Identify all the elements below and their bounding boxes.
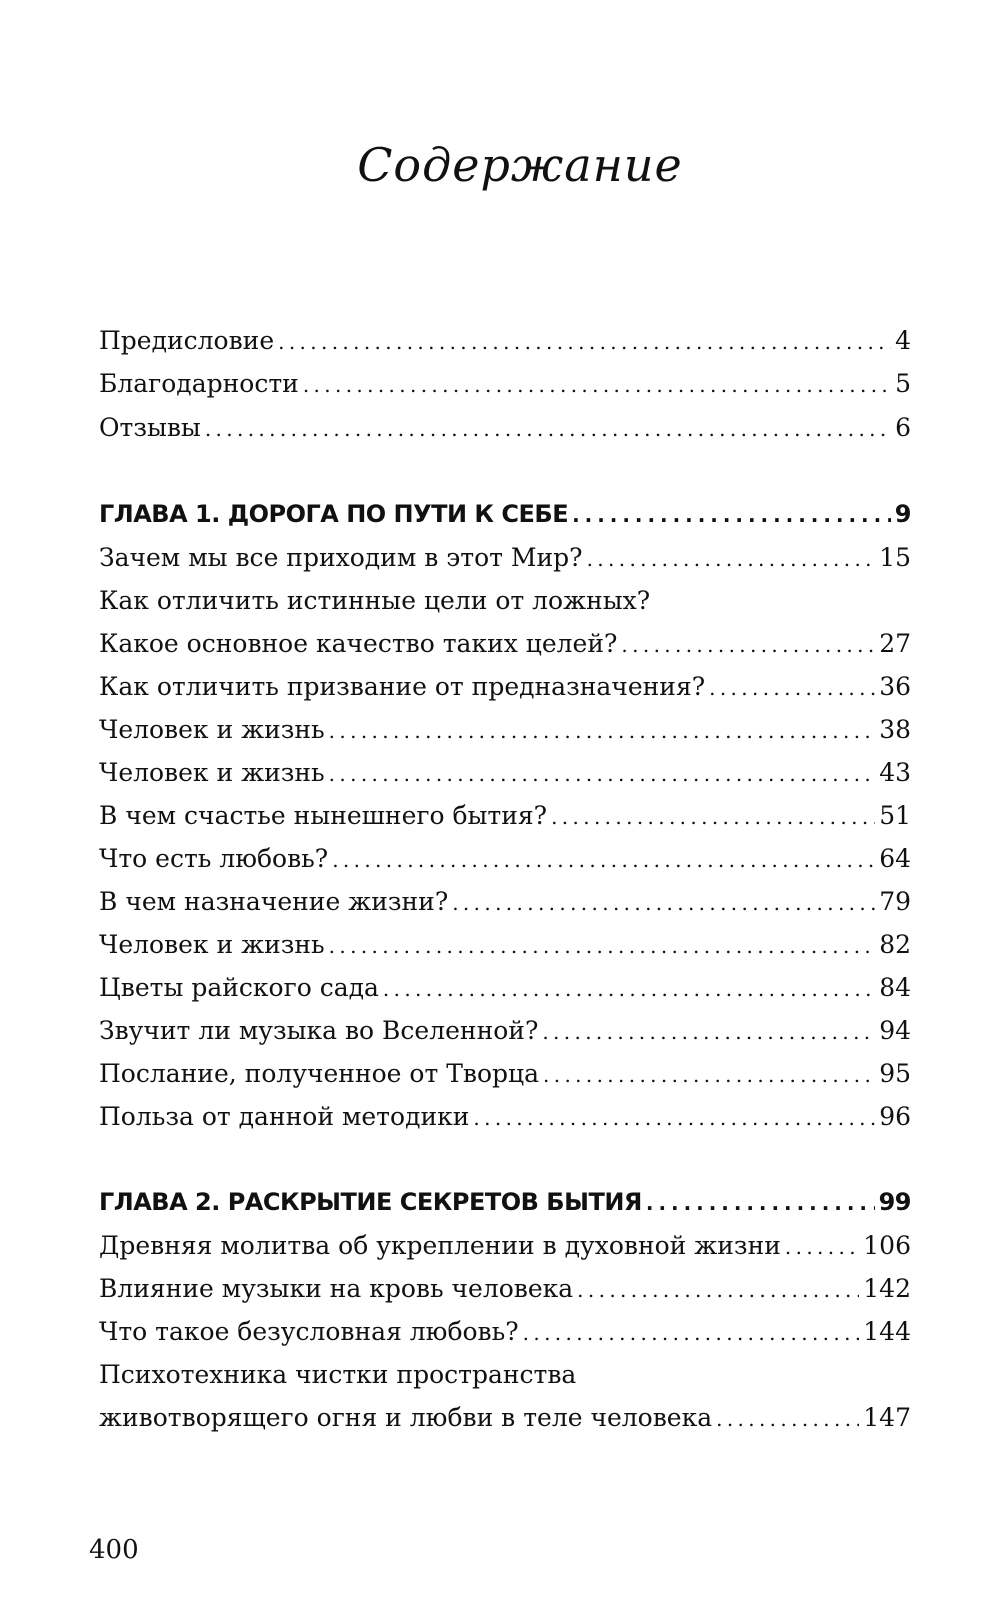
toc-entry	[99, 715, 911, 755]
toc-leader-dots	[383, 977, 875, 1001]
toc-entry-page: 79	[879, 887, 911, 916]
toc-entry-page: 82	[879, 930, 911, 959]
toc-entry	[99, 758, 911, 798]
toc-entry-label: Психотехника чистки пространства	[99, 1360, 577, 1389]
toc-entry-label: животворящего огня и любви в теле человека	[99, 1403, 713, 1432]
toc-chapter-heading	[99, 500, 911, 540]
toc-entry	[99, 369, 911, 409]
toc-entry-label: Как отличить призвание от предназначения?	[99, 672, 706, 701]
toc-entry-label: Человек и жизнь	[99, 930, 325, 959]
toc-entry-page: 9	[894, 500, 911, 528]
toc-leader-dots	[332, 848, 875, 872]
toc-entry-label: Что такое безусловная любовь?	[99, 1317, 519, 1346]
toc-entry-page: 27	[879, 629, 911, 658]
toc-entry	[99, 887, 911, 927]
toc-leader-dots	[329, 719, 876, 743]
toc-entry-page: 36	[879, 672, 911, 701]
toc-entry-label: В чем назначение жизни?	[99, 887, 449, 916]
toc-leader-dots	[452, 891, 875, 915]
toc-entry-label: Цветы райского сада	[99, 973, 379, 1002]
toc-entry-page: 15	[879, 543, 911, 572]
toc-entry	[99, 1403, 911, 1443]
toc-entry-label: Послание, полученное от Творца	[99, 1059, 540, 1088]
toc-entry-label: Как отличить истинные цели от ложных?	[99, 586, 651, 615]
toc-entry-label: Польза от данной методики	[99, 1102, 470, 1131]
toc-entry-label: Предисловие	[99, 326, 275, 355]
toc-leader-dots	[205, 417, 891, 441]
toc-entry-label: Древняя молитва об укреплении в духовной жизни	[99, 1231, 781, 1260]
toc-entry-page: 84	[879, 973, 911, 1002]
toc-entry-label: Что есть любовь?	[99, 844, 329, 873]
toc-entry	[99, 543, 911, 583]
toc-entry-page: 6	[895, 413, 911, 442]
toc-entry-page: 94	[879, 1016, 911, 1045]
toc-leader-dots	[709, 676, 875, 700]
toc-leader-dots	[329, 762, 876, 786]
toc-entry	[99, 1016, 911, 1056]
toc-chapter-heading	[99, 1188, 911, 1228]
page-title: Содержание	[357, 138, 683, 192]
toc-entry-page: 5	[895, 369, 911, 398]
toc-leader-dots	[646, 1191, 875, 1215]
toc-entry-label: Человек и жизнь	[99, 715, 325, 744]
toc-entry-page: 51	[879, 801, 911, 830]
toc-entry	[99, 672, 911, 712]
toc-leader-dots	[543, 1063, 875, 1087]
toc-entry-page: 95	[879, 1059, 911, 1088]
toc-entry	[99, 1317, 911, 1357]
toc-entry-page: 96	[879, 1102, 911, 1131]
toc-entry-page: 147	[863, 1403, 911, 1432]
toc-leader-dots	[785, 1235, 859, 1259]
toc-leader-dots	[329, 934, 876, 958]
toc-entry-page: 99	[878, 1188, 911, 1216]
toc-entry-label: Влияние музыки на кровь человека	[99, 1274, 574, 1303]
toc-entry	[99, 326, 911, 366]
toc-entry	[99, 973, 911, 1013]
toc-entry-label: В чем счастье нынешнего бытия?	[99, 801, 548, 830]
toc-entry-label: Какое основное качество таких целей?	[99, 629, 618, 658]
toc-leader-dots	[542, 1020, 875, 1044]
toc-entry	[99, 844, 911, 884]
toc-entry	[99, 930, 911, 970]
toc-entry	[99, 1102, 911, 1142]
toc-leader-dots	[303, 373, 891, 397]
toc-entry	[99, 1231, 911, 1271]
toc-entry-page: 43	[879, 758, 911, 787]
toc-entry-page: 142	[863, 1274, 911, 1303]
toc-leader-dots	[587, 547, 876, 571]
toc-entry	[99, 801, 911, 841]
page-number: 400	[89, 1535, 139, 1565]
toc-entry	[99, 1274, 911, 1314]
toc-entry	[99, 586, 911, 626]
toc-entry-label: Человек и жизнь	[99, 758, 325, 787]
toc-entry-label: ГЛАВА 2. РАСКРЫТИЕ СЕКРЕТОВ БЫТИЯ	[99, 1188, 642, 1216]
toc-entry-page: 38	[879, 715, 911, 744]
toc-leader-dots	[473, 1106, 875, 1130]
toc-entry	[99, 1360, 911, 1400]
toc-entry-page: 4	[895, 326, 911, 355]
toc-entry-label: Звучит ли музыка во Вселенной?	[99, 1016, 539, 1045]
toc-entry-page: 106	[863, 1231, 911, 1260]
toc-leader-dots	[572, 503, 891, 527]
toc-leader-dots	[523, 1321, 860, 1345]
toc-entry-page: 64	[879, 844, 911, 873]
toc-entry	[99, 413, 911, 453]
toc-entry-label: Благодарности	[99, 369, 299, 398]
toc-entry-label: Зачем мы все приходим в этот Мир?	[99, 543, 583, 572]
toc-entry-label: ГЛАВА 1. ДОРОГА ПО ПУТИ К СЕБЕ	[99, 500, 569, 528]
toc-leader-dots	[278, 330, 891, 354]
toc-entry-label: Отзывы	[99, 413, 201, 442]
toc-leader-dots	[716, 1407, 859, 1431]
toc-leader-dots	[621, 633, 875, 657]
toc-entry	[99, 1059, 911, 1099]
toc-leader-dots	[551, 805, 875, 829]
toc-entry	[99, 629, 911, 669]
toc-leader-dots	[577, 1278, 859, 1302]
toc-entry-page: 144	[863, 1317, 911, 1346]
